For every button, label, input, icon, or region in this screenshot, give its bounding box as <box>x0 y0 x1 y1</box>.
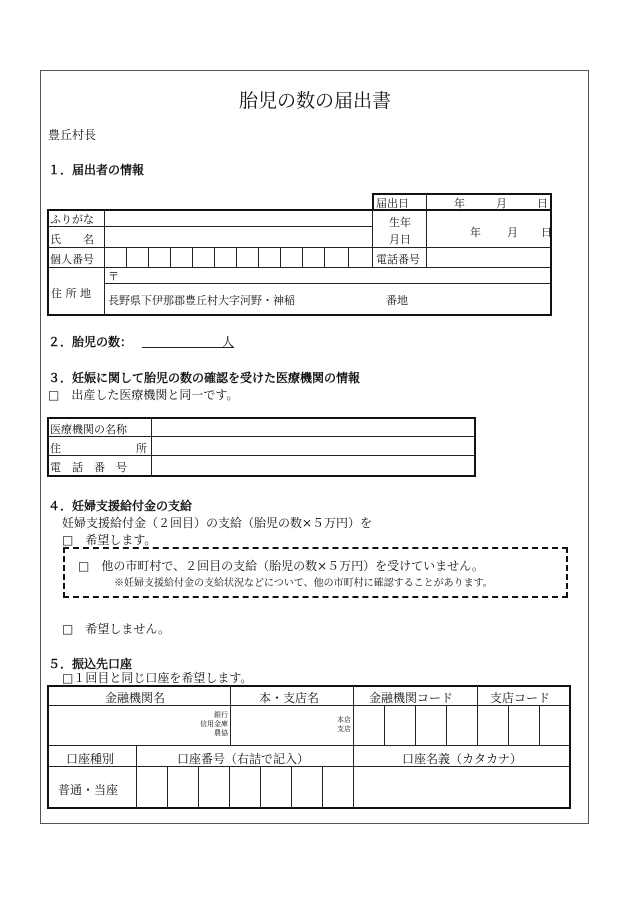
page-title: 胎児の数の届出書 <box>238 90 391 112</box>
inst-tel-label: 電 話 番 号 <box>50 461 127 474</box>
birth-year: 年 <box>470 226 481 239</box>
fetus-unit: 人 <box>222 335 235 349</box>
branch-name-header: 本・支店名 <box>259 691 320 705</box>
section3-heading: ３．妊娠に関して胎児の数の確認を受けた医療機関の情報 <box>48 371 361 385</box>
same-account-check[interactable]: □１回目と同じ口座を希望します。 <box>62 671 253 685</box>
todokede-day: 日 <box>537 197 548 210</box>
account-number-header: 口座番号（右詰で記入） <box>177 752 310 766</box>
phone-field[interactable] <box>428 249 550 265</box>
todokede-month: 月 <box>496 197 507 210</box>
bank-type-labels <box>176 711 228 738</box>
account-type-header: 口座種別 <box>66 752 115 766</box>
bank-type-nokyo: 農協 <box>214 729 228 737</box>
name-field[interactable] <box>106 228 370 246</box>
todokede-year: 年 <box>454 197 465 210</box>
inst-address-label-b: 所 <box>136 442 147 455</box>
address-text: 長野県下伊那郡豊丘村大字河野・神稲 <box>108 294 295 307</box>
condition-check[interactable]: □ 他の市町村で、２回目の支給（胎児の数×５万円）を受けていません。 <box>78 559 484 573</box>
bank-code-header: 金融機関コード <box>369 691 454 705</box>
inst-name-label: 医療機関の名称 <box>50 423 127 436</box>
branch-code-header: 支店コード <box>490 691 551 705</box>
bank-name-header: 金融機関名 <box>105 691 166 705</box>
account-holder-header: 口座名義（カタカナ） <box>402 752 523 766</box>
inst-address-label-a: 住 <box>50 442 61 455</box>
birth-day: 日 <box>541 226 552 239</box>
birth-month: 月 <box>507 226 518 239</box>
branch-type-shiten: 支店 <box>337 725 351 733</box>
section1-heading: １．届出者の情報 <box>48 163 145 177</box>
section2-heading: ２．胎児の数： <box>48 335 133 349</box>
birth-label-2: 月日 <box>389 233 411 246</box>
condition-note: ※妊婦支援給付金の支給状況などについて、他の市町村に確認することがあります。 <box>114 578 493 589</box>
section4-heading: ４．妊婦支援給付金の支給 <box>48 499 193 513</box>
account-type-value[interactable]: 普通・当座 <box>58 783 119 797</box>
section4-desc: 妊婦支援給付金（２回目）の支給（胎児の数×５万円）を <box>62 516 373 530</box>
addressee: 豊丘村長 <box>48 128 97 142</box>
option-no-wish[interactable]: □ 希望しません。 <box>62 622 171 636</box>
section5-heading: ５．振込先口座 <box>48 657 133 671</box>
mynumber-label: 個人番号 <box>50 253 94 266</box>
bank-type-ginko: 銀行 <box>214 711 228 719</box>
branch-type-labels <box>320 716 351 734</box>
phone-label: 電話番号 <box>376 253 420 266</box>
banchi-label: 番地 <box>386 294 408 307</box>
option-wish[interactable]: □ 希望します。 <box>62 533 157 547</box>
postal-mark: 〒 <box>108 270 119 283</box>
name-label: 氏 名 <box>50 233 94 246</box>
bank-type-shinkin: 信用金庫 <box>200 720 228 728</box>
birth-label-1: 生年 <box>389 216 411 229</box>
furigana-label: ふりがな <box>50 213 94 226</box>
branch-type-honten: 本店 <box>337 716 351 724</box>
address-label: 住 所 地 <box>51 287 91 300</box>
todokede-label: 届出日 <box>376 197 409 210</box>
same-institution-check[interactable]: □ 出産した医療機関と同一です。 <box>48 388 239 402</box>
furigana-field[interactable] <box>106 211 370 225</box>
